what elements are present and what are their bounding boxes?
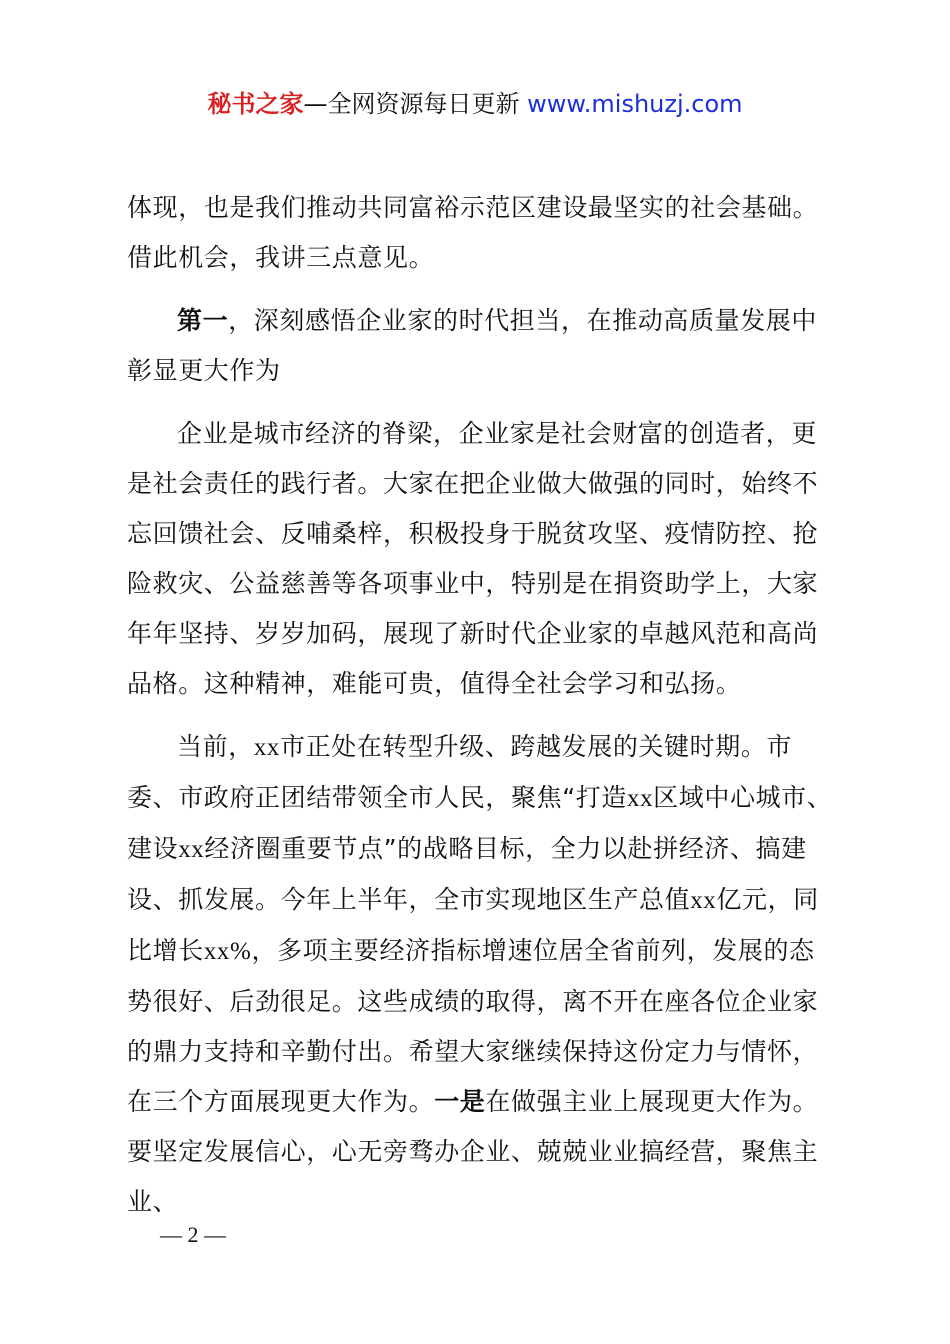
page-number: — 2 — xyxy=(160,1222,226,1247)
point-lead: 一是 xyxy=(434,1087,486,1116)
section-heading-lead: 第一 xyxy=(177,306,229,335)
section-heading xyxy=(127,296,837,396)
brand-name: 秘书之家 xyxy=(207,90,304,118)
paragraph: 企业是城市经济的脊梁，企业家是社会财富的创造者，更是社会责任的践行者。大家在把企业做大做强的同时，始终不忘回馈社会、反哺桑梓，积极投身于脱贫攻坚、疫情防控、抢险救灾、公益慈善等各项事业中，特别是在捐资助学上，大家年年坚持、岁岁加码，展现了新时代企业家的卓越风范和高尚品格。这种精神，难能可贵，值得全社会学习和弘扬。 xyxy=(127,419,819,698)
site-url-link[interactable]: www.mishuzj.com xyxy=(527,90,743,118)
section-heading-text: ，深刻感悟企业家的时代担当，在推动高质量发展中彰显更大作为 xyxy=(127,306,818,385)
site-header xyxy=(0,86,950,122)
paragraph: 当前，xx市正处在转型升级、跨越发展的关键时期。市委、市政府正团结带领全市人民，聚焦“打造xx区域中心城市、建设xx经济圈重要节点”的战略目标，全力以赴拼经济、搞建设、抓发展。今年上半年，全市实现地区生产总值xx亿元，同比增长xx%，多项主要经济指标增速位居全省前列，发展的态势很好、后劲很足。这些成绩的取得，离不开在座各位企业家的鼎力支持和辛勤付出。希望大家继续保持这份定力与情怀，在三个方面展现更大作为。一是在做强主业上展现更大作为。要坚定发展信心，心无旁骛办企业、兢兢业业搞经营，聚焦主业、 xyxy=(127,732,833,1216)
header-tagline: —全网资源每日更新 xyxy=(303,90,528,118)
paragraph-continuation: 体现，也是我们推动共同富裕示范区建设最坚实的社会基础。借此机会，我讲三点意见。 xyxy=(127,193,819,272)
document-body xyxy=(127,183,837,1240)
